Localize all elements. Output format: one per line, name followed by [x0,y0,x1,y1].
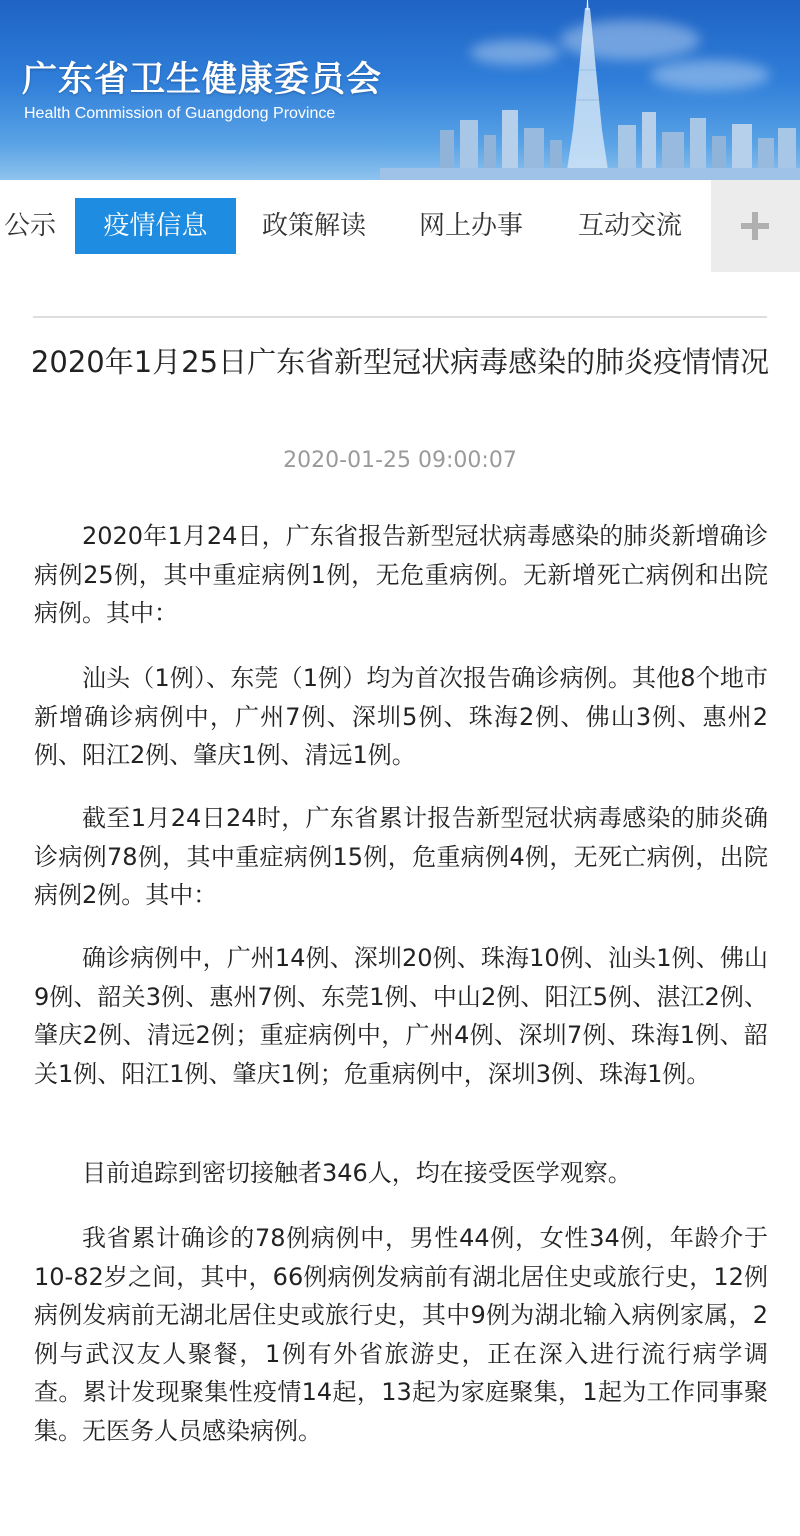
article-title: 2020年1月25日广东省新型冠状病毒感染的肺炎疫情情况 [30,345,770,379]
divider [33,316,767,318]
nav-item-interaction[interactable]: 互动交流 [577,211,682,241]
article-paragraph: 截至1月24日24时，广东省累计报告新型冠状病毒感染的肺炎确诊病例78例，其中重症病例15例，危重病例4例，无死亡病例，出院病例2例。其中： [34,804,768,909]
article-date: 2020-01-25 09:00:07 [283,448,517,473]
article-paragraph: 目前追踪到密切接触者346人，均在接受医学观察。 [82,1159,632,1187]
nav-item-announcements[interactable]: 公示 [3,211,56,241]
nav-more-button[interactable] [711,180,800,272]
article-paragraph: 我省累计确诊的78例病例中，男性44例，女性34例，年龄介于10-82岁之间，其中，66例病例发病前有湖北居住史或旅行史，12例病例发病前无湖北居住史或旅行史，其中9例为湖北输入病例家属，2例与武汉友人聚餐，1例有外省旅游史，正在深入进行流行病学调查。累计发现聚集性疫情14起，13起为家庭聚集，1起为工作同事聚集。无医务人员感染病例。 [34,1224,768,1445]
city-skyline-illustration [380,0,800,180]
site-title: 广东省卫生健康委员会 [22,60,383,100]
article-paragraph: 2020年1月24日，广东省报告新型冠状病毒感染的肺炎新增确诊病例25例，其中重症病例1例，无危重病例。无新增死亡病例和出院病例。其中： [34,522,768,627]
plus-icon [741,212,769,240]
nav-item-online-services[interactable]: 网上办事 [418,211,523,241]
nav-item-epidemic-info[interactable]: 疫情信息 [75,198,236,254]
article-paragraph: 确诊病例中，广州14例、深圳20例、珠海10例、汕头1例、佛山9例、韶关3例、惠州7例、东莞1例、中山2例、阳江5例、湛江2例、肇庆2例、清远2例；重症病例中，广州4例、深圳7例、珠海1例、韶关1例、阳江1例、肇庆1例；危重病例中，深圳3例、珠海1例。 [34,944,768,1088]
site-subtitle: Health Commission of Guangdong Province [24,105,336,122]
article-paragraph: 汕头（1例）、东莞（1例）均为首次报告确诊病例。其他8个地市新增确诊病例中，广州7例、深圳5例、珠海2例、佛山3例、惠州2例、阳江2例、肇庆1例、清远1例。 [34,664,768,769]
site-banner [0,0,800,180]
main-nav [0,180,800,272]
nav-item-policy[interactable]: 政策解读 [261,211,366,241]
